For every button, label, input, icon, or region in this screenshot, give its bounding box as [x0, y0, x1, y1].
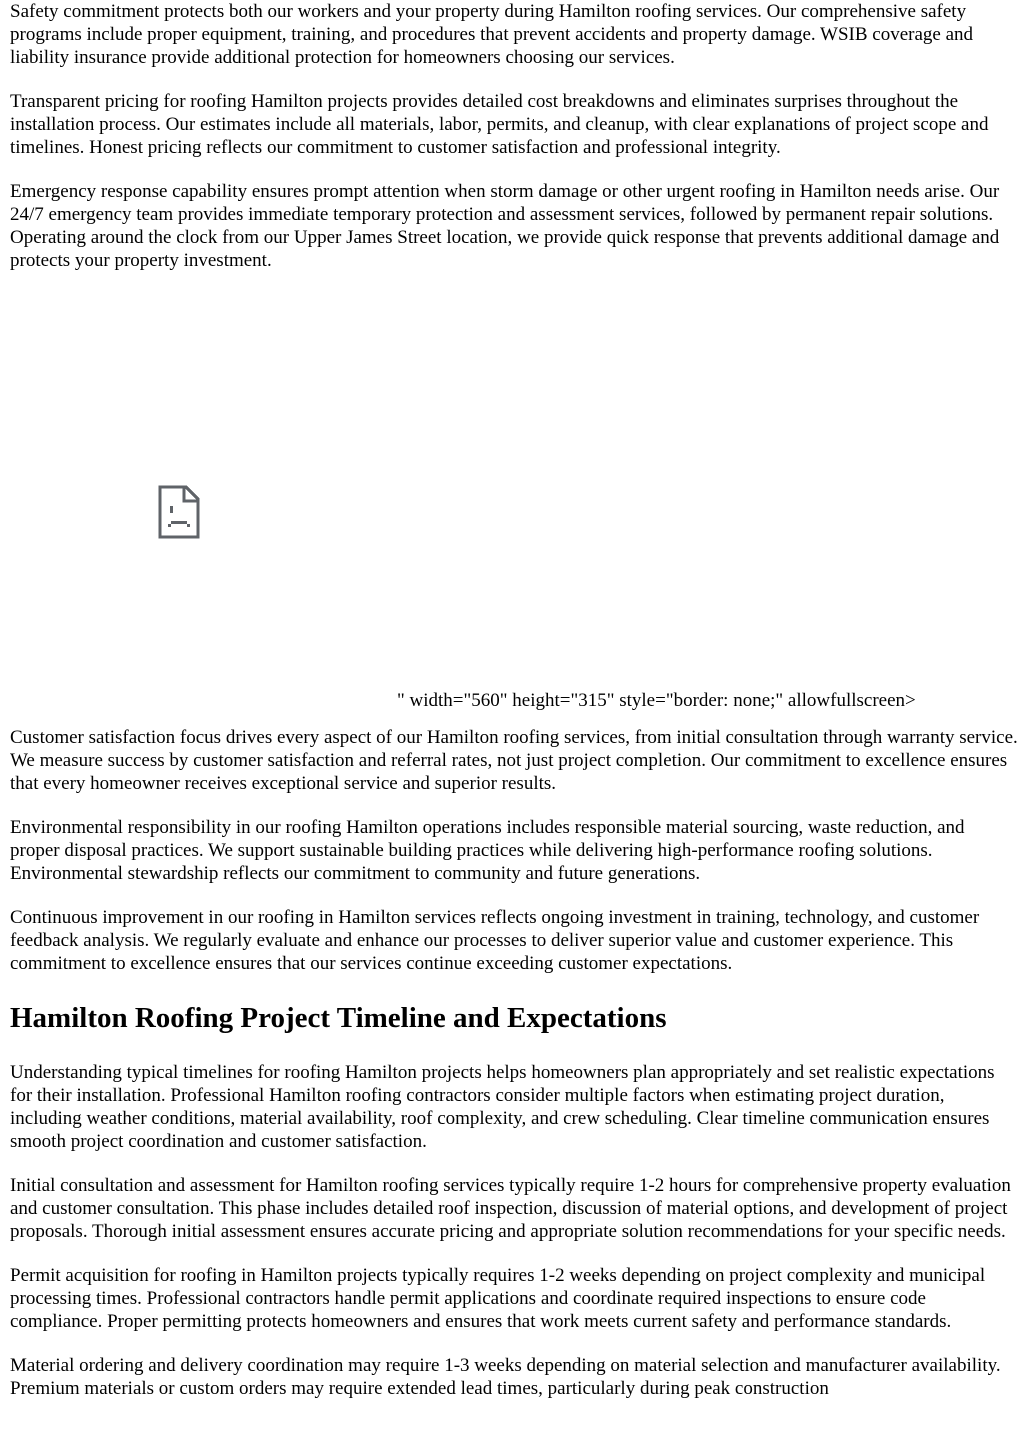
paragraph-initial-consultation: Initial consultation and assessment for Hamilton roofing services typically require 1-2 hours for comprehensive property evaluation and customer consultation. This phase includes detailed roof inspection, discussion of material options, and development of project proposals. Thorough initial assessment ensures accurate pricing and appropriate solution recommendations for your specific needs. [10, 1175, 1011, 1242]
paragraph-continuous-improvement: Continuous improvement in our roofing in Hamilton services reflects ongoing investment in training, technology, and customer feedback analysis. We regularly evaluate and enhance our processes to deliver superior value and customer experience. This commitment to excellence ensures that our services continue exceeding customer expectations. [10, 907, 980, 974]
paragraph-environmental-responsibility: Environmental responsibility in our roofing Hamilton operations includes responsible material sourcing, waste reduction, and proper disposal practices. We support sustainable building practices while delivering high-performance roofing solutions. Environmental stewardship reflects our commitment to community and future generations. [10, 817, 965, 884]
leaked-iframe-attributes-text: " width="560" height="315" style="border: none;" allowfullscreen> [397, 690, 916, 711]
paragraph-permit-acquisition: Permit acquisition for roofing in Hamilton projects typically requires 1-2 weeks depending on project complexity and municipal processing times. Professional contractors handle permit applications and coordinate required inspections to ensure code compliance. Proper permitting protects homeowners and ensures that work meets current safety and performance standards. [10, 1265, 986, 1332]
paragraph-understanding-timelines: Understanding typical timelines for roofing Hamilton projects helps homeowners plan appropriately and set realistic expectations for their installation. Professional Hamilton roofing contractors consider multiple factors when estimating project duration, including weather conditions, material availability, roof complexity, and crew scheduling. Clear timeline communication ensures smooth project coordination and customer satisfaction. [10, 1062, 995, 1152]
article-body [10, 0, 1018, 1421]
paragraph-emergency-response: Emergency response capability ensures prompt attention when storm damage or other urgent roofing in Hamilton needs arise. Our 24/7 emergency team provides immediate temporary protection and assessment services, followed by permanent repair solutions. Operating around the clock from our Upper James Street location, we provide quick response that prevents additional damage and protects your property investment. [10, 181, 1000, 271]
broken-video-embed [10, 293, 1018, 711]
section-heading-timeline: Hamilton Roofing Project Timeline and Expectations [10, 1002, 667, 1034]
broken-iframe [10, 305, 390, 695]
paragraph-material-ordering: Material ordering and delivery coordination may require 1-3 weeks depending on material selection and manufacturer availability. Premium materials or custom orders may require extended lead times, particularly during peak construction [10, 1355, 1001, 1399]
paragraph-transparent-pricing: Transparent pricing for roofing Hamilton projects provides detailed cost breakdowns and eliminates surprises throughout the installation process. Our estimates include all materials, labor, permits, and cleanup, with clear explanations of project scope and timelines. Honest pricing reflects our commitment to customer satisfaction and professional integrity. [10, 91, 989, 158]
paragraph-safety-commitment: Safety commitment protects both our workers and your property during Hamilton roofing services. Our comprehensive safety programs include proper equipment, training, and procedures that prevent accidents and property damage. WSIB coverage and liability insurance provide additional protection for homeowners choosing our services. [10, 1, 974, 68]
broken-page-sad-face-icon [158, 485, 200, 539]
paragraph-customer-satisfaction: Customer satisfaction focus drives every aspect of our Hamilton roofing services, from initial consultation through warranty service. We measure success by customer satisfaction and referral rates, not just project completion. Our commitment to excellence ensures that every homeowner receives exceptional service and superior results. [10, 727, 1018, 794]
